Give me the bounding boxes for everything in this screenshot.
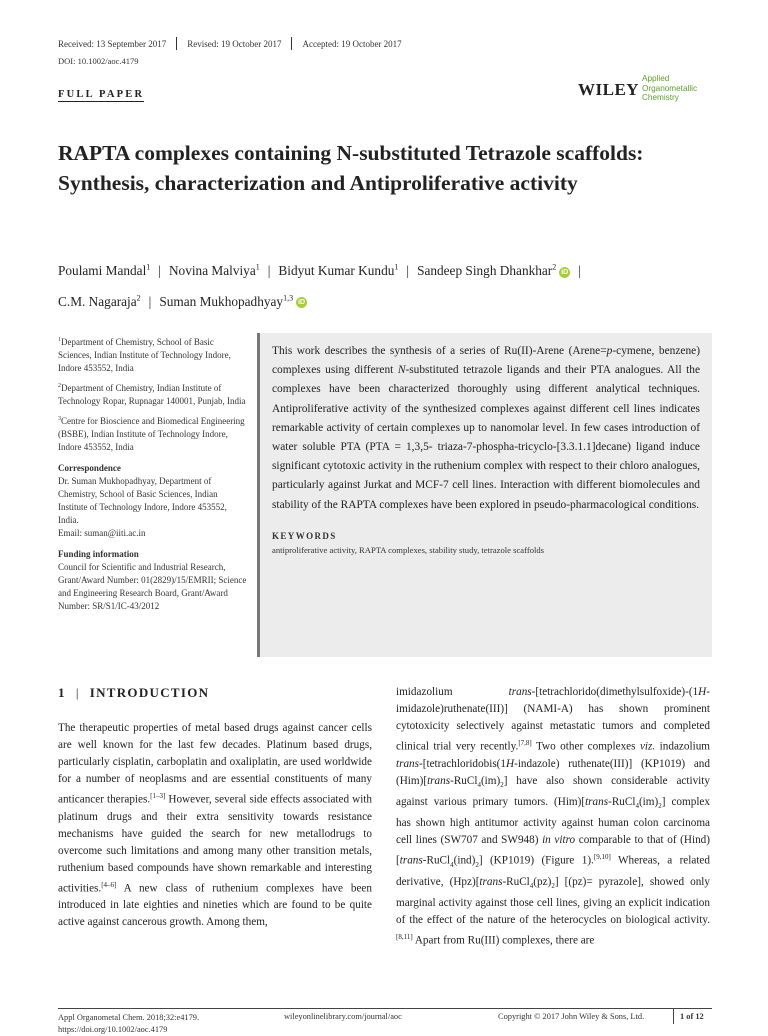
paragraph: The therapeutic properties of metal based drugs against cancer cells are well known for the last few decades. Platinum based drugs, particularly cisplatin, carboplatin and oxaliplatin, are used worldwide for a number of neoplasms and are essential constituents of many anticancer therapies.[1–3] However, several side effects associated with platinum drugs and their extra sensitivity towards resistance mechanisms have guided the search for new metallodrugs to overcome such limitations and among many other transition metals, ruthenium based compounds have shown remarkable and interesting activities.[4–6] A new class of ruthenium complexes have been introduced in late eighties and nineties which are found to be quite active against cancerous growth. Among them, <box>58 722 372 929</box>
journal-logo-line: Applied <box>642 74 670 83</box>
revised-date: Revised: 19 October 2017 <box>187 38 282 49</box>
section-heading: 1 | INTRODUCTION <box>58 685 210 700</box>
footer-journal-url[interactable]: wileyonlinelibrary.com/journal/aoc <box>284 1012 402 1021</box>
paper-title: RAPTA complexes containing N-substituted Tetrazole scaffolds: Synthesis, characterization and Antiproliferative activity <box>58 141 644 195</box>
footer-rule <box>58 1008 712 1009</box>
correspondence-email[interactable]: Email: suman@iiti.ac.in <box>58 528 146 538</box>
date-divider <box>176 37 177 50</box>
funding-text: Council for Scientific and Industrial Research, Grant/Award Number: 01(2829)/15/EMRII; Science and Engineering Research Board, Grant/Award Number: SR/S1/IC-43/2012 <box>58 562 247 611</box>
date-divider <box>291 37 292 50</box>
affiliation: $^1$Department of Chemistry, School of Basic Sciences, Indian Institute of Technology Indore, Indore 453552, India <box>58 337 231 373</box>
citation-link[interactable]: [7,8] <box>518 739 532 747</box>
keywords-heading: KEYWORDS <box>272 530 337 541</box>
page-number: 1 of 12 <box>680 1012 704 1021</box>
orcid-icon[interactable]: iD <box>298 299 306 307</box>
received-date: Received: 13 September 2017 <box>58 38 167 49</box>
author-list: Poulami Mandal$^1$ | Novina Malviya$^1$ | Bidyut Kumar Kundu$^1$ | Sandeep Singh Dhankhar$^2$iD | C.M. Nagaraja$^2$ | Suman Mukhopadhyay$^{1,3}$iD <box>58 263 581 309</box>
author[interactable]: Poulami Mandal$^1$ <box>58 263 151 279</box>
citation-link[interactable]: [4–6] <box>101 880 117 889</box>
footer-copyright: Copyright © 2017 John Wiley & Sons, Ltd. <box>498 1012 645 1021</box>
abstract-text: This work describes the synthesis of a series of Ru(II)-Arene (Arene=p-cymene, benzene) complexes using different N-substituted tetrazole ligands and their PTA analogues. All the complexes have been characterized thoroughly using different analytical techniques. Antiproliferative activity of the synthesized complexes against different cell lines indicates remarkable activity of certain complexes up to nanomolar level. In few cases introduction of water soluble PTA (PTA = 1,3,5- triaza-7-phospha-tricyclo-[3.3.1.1]decane) ligand induce significant cytotoxic activity in the ruthenium complex with respect to their chloro analogues, particularly against Jurkat and MCF-7 cell lines. Interaction with different biomolecules and stability of the RAPTA complexes have been explored in pseudo-pharmacological conditions. <box>272 345 701 511</box>
journal-logo-line: Chemistry <box>642 93 679 102</box>
journal-logo <box>642 74 697 103</box>
correspondence-text: Dr. Suman Mukhopadhyay, Department of Chemistry, School of Basic Sciences, Indian Institute of Technology Indore, Indore 453552, India. Email: suman@iiti.ac.in <box>58 476 227 538</box>
abstract-box <box>257 333 712 657</box>
accepted-date: Accepted: 19 October 2017 <box>302 38 402 49</box>
author[interactable]: Sandeep Singh Dhankhar$^2$ <box>417 263 557 279</box>
footer-divider <box>673 1008 674 1024</box>
footer-doi-link[interactable]: https://doi.org/10.1002/aoc.4179 <box>58 1025 168 1034</box>
keywords-text: antiproliferative activity, RAPTA complexes, stability study, tetrazole scaffolds <box>272 544 545 555</box>
body-column-left <box>58 720 372 931</box>
publisher-logo: WILEY <box>578 80 640 99</box>
funding-heading: Funding information <box>58 549 139 559</box>
orcid-icon[interactable]: iD <box>561 268 569 276</box>
citation-link[interactable]: [8,11] <box>396 933 413 942</box>
publication-dates <box>58 37 402 50</box>
journal-logo-line: Organometallic <box>642 83 698 93</box>
author[interactable]: Novina Malviya$^1$ <box>168 263 260 279</box>
correspondence-heading: Correspondence <box>58 463 121 473</box>
body-column-right <box>396 684 710 950</box>
footer-citation: Appl Organometal Chem. 2018;32:e4179. https://doi.org/10.1002/aoc.4179 <box>58 1013 200 1034</box>
author[interactable]: Suman Mukhopadhyay$^{1,3}$ <box>159 293 294 309</box>
author[interactable]: Bidyut Kumar Kundu$^1$ <box>278 263 399 279</box>
doi[interactable]: DOI: 10.1002/aoc.4179 <box>58 56 139 66</box>
affiliation: $^2$Department of Chemistry, Indian Institute of Technology Ropar, Rupnagar 140001, Punjab, India <box>58 383 246 406</box>
article-type: FULL PAPER <box>58 89 145 100</box>
paragraph: imidazolium trans-[tetrachlorido(dimethylsulfoxide)-(1H-imidazole)ruthenate(III)] (NAMI-A) has shown prominent cytotoxicity selectively against metastatic tumors and completed clinical trial very recently.[7,8] Two other complexes viz. indazolium trans-[tetrachloridobis(1H-indazole) ruthenate(III)] (KP1019) and $(Him)[trans-RuCl_4(im)_2]$ have also shown considerable activity against various primary tumors. $(Him)[trans-RuCl_4(im)_2]$ complex has shown high antitumor activity against human colon carcinoma cell lines (SW707 and SW948) in vitro comparable to that of $(Hind)[trans-RuCl_4(ind)_2]$ (KP1019) (Figure 1).[9,10] Whereas, a related derivative, $(Hpz)[trans-RuCl_4(pz)_2]$ [(pz)= pyrazole], showed only marginal activity against those cell lines, giving an explicit indication of the effect of the nature of the heterocycles on biological activity.[8,11] Apart from Ru(III) complexes, there are <box>396 686 710 948</box>
affiliations-sidebar <box>58 334 248 616</box>
affiliation: $^3$Centre for Bioscience and Biomedical Engineering (BSBE), Indian Institute of Technology Indore, Indore 453552, India <box>58 416 245 452</box>
author[interactable]: C.M. Nagaraja$^2$ <box>58 293 141 309</box>
citation-link[interactable]: [9,10] <box>593 853 611 862</box>
citation-link[interactable]: [1–3] <box>150 792 166 800</box>
